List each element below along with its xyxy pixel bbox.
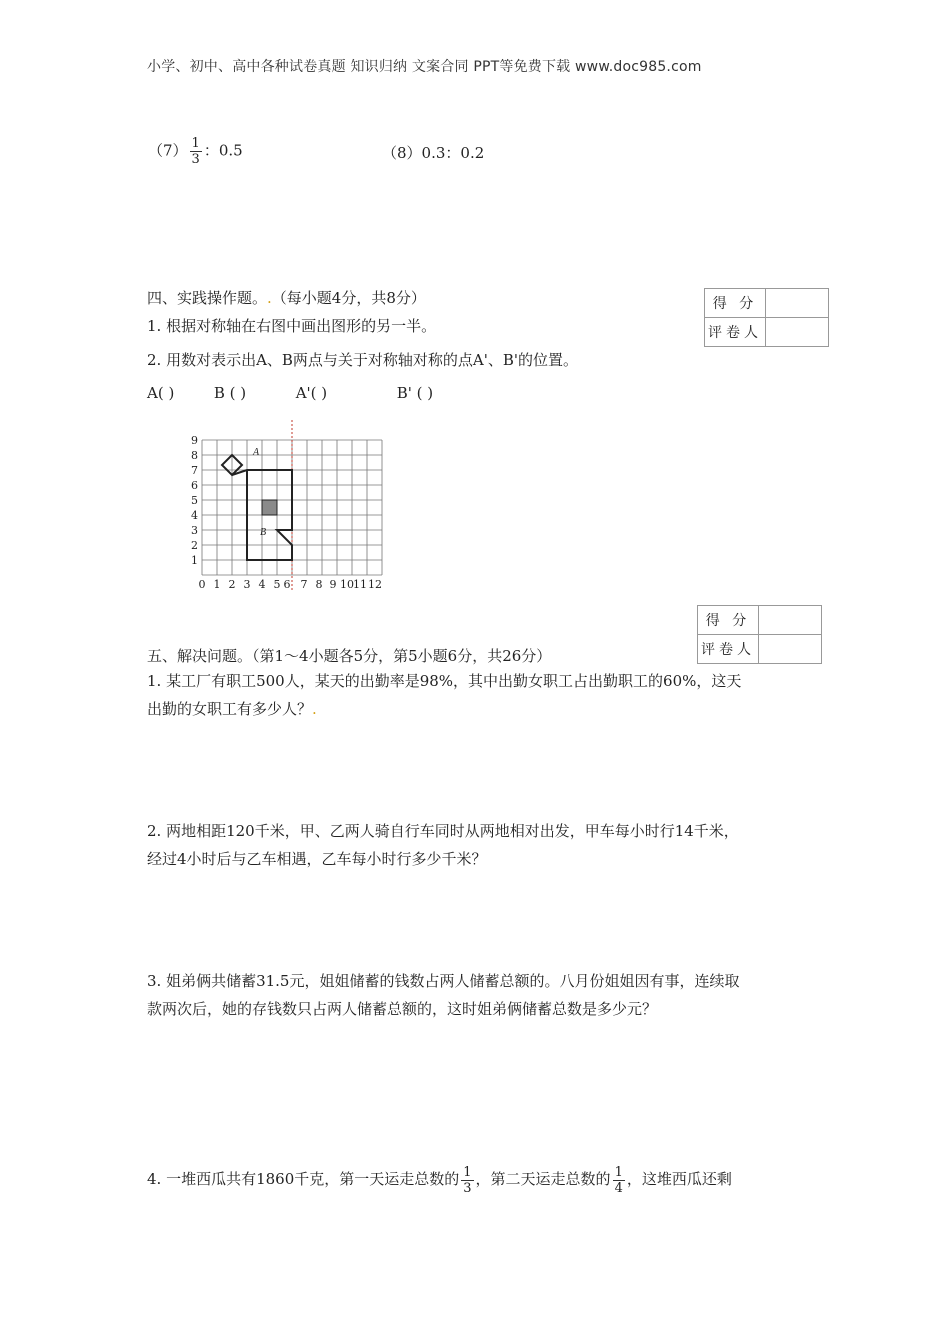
x-tick-label: 0 bbox=[198, 578, 206, 591]
section4-score-box bbox=[704, 288, 829, 347]
y-tick-label: 6 bbox=[191, 479, 198, 492]
point-a-label: A bbox=[253, 447, 260, 458]
x-tick-label: 5 bbox=[273, 578, 281, 591]
y-tick-label: 7 bbox=[191, 464, 198, 477]
y-tick-label: 8 bbox=[191, 449, 198, 462]
y-tick-label: 5 bbox=[191, 494, 198, 507]
section5-score-box bbox=[697, 605, 822, 664]
section4-q2: 2. 用数对表示出A、B两点与关于对称轴对称的点A'、B'的位置。 bbox=[147, 351, 579, 369]
section5-q2-line1: 2. 两地相距120千米，甲、乙两人骑自行车同时从两地相对出发，甲车每小时行14千米， bbox=[147, 822, 739, 840]
grader-cell[interactable] bbox=[766, 318, 829, 347]
shaded-square bbox=[262, 500, 277, 515]
ratio-question-7 bbox=[148, 136, 243, 167]
x-axis-labels bbox=[199, 578, 383, 591]
q7-fraction: $\frac{1}{3}$ bbox=[191, 136, 200, 167]
ratio-question-8: （8）0.3：0.2 bbox=[382, 144, 485, 162]
x-tick-label: 2 bbox=[228, 578, 236, 591]
q4-fraction-2: $\frac{1}{4}$ bbox=[614, 1164, 623, 1196]
x-tick-label: 11 bbox=[353, 578, 367, 591]
section4-q1: 1. 根据对称轴在右图中画出图形的另一半。 bbox=[147, 317, 437, 335]
y-tick-label: 1 bbox=[191, 554, 198, 567]
score-cell[interactable] bbox=[759, 606, 822, 635]
grader-cell[interactable] bbox=[759, 635, 822, 664]
section4-answer-blanks bbox=[147, 384, 433, 402]
x-tick-label: 7 bbox=[300, 578, 308, 591]
coordinate-grid-figure bbox=[180, 418, 390, 593]
point-b-label: B bbox=[260, 527, 267, 538]
blank-b-prime[interactable]: B' ( ) bbox=[396, 384, 434, 402]
section5-q4: 4. 一堆西瓜共有1860千克，第一天运走总数的 $\frac{1}{3}$ ，第二天运走总数的 $\frac{1}{4}$ ，这堆西瓜还剩 bbox=[147, 1164, 732, 1196]
page-header: 小学、初中、高中各种试卷真题 知识归纳 文案合同 PPT等免费下载 www.doc985.com bbox=[147, 59, 702, 75]
section5-q1-line1: 1. 某工厂有职工500人，某天的出勤率是98%，其中出勤女职工占出勤职工的60%，这天 bbox=[147, 672, 742, 690]
grader-label: 评卷人 bbox=[698, 635, 759, 664]
x-tick-label: 6 bbox=[283, 578, 291, 591]
x-tick-label: 3 bbox=[243, 578, 251, 591]
score-label: 得 分 bbox=[698, 606, 759, 635]
section5-q3-line2: 款两次后，她的存钱数只占两人储蓄总额的，这时姐弟俩储蓄总数是多少元？ bbox=[147, 1000, 658, 1018]
x-tick-label: 4 bbox=[258, 578, 266, 591]
y-tick-label: 2 bbox=[191, 539, 198, 552]
y-tick-label: 3 bbox=[191, 524, 198, 537]
x-tick-label: 1 bbox=[213, 578, 221, 591]
y-axis-labels bbox=[191, 434, 198, 567]
section5-q3-line1: 3. 姐弟俩共储蓄31.5元，姐姐储蓄的钱数占两人储蓄总额的。八月份姐姐因有事，连续取 bbox=[147, 972, 740, 990]
q7-ratio-rest: ：0.5 bbox=[203, 141, 243, 160]
blank-b[interactable]: B ( ) bbox=[213, 384, 247, 402]
section5-q1-line2: 出勤的女职工有多少人？. bbox=[147, 700, 317, 718]
y-tick-label: 9 bbox=[191, 434, 198, 447]
q4-fraction-1: $\frac{1}{3}$ bbox=[463, 1164, 472, 1196]
q7-label: （7） bbox=[148, 141, 188, 160]
blank-a-prime[interactable]: A'( ) bbox=[295, 384, 328, 402]
section4-title: 四、实践操作题。.（每小题4分，共8分） bbox=[147, 289, 426, 307]
section5-title: 五、解决问题。（第1～4小题各5分，第5小题6分，共26分） bbox=[147, 647, 552, 665]
x-tick-label: 9 bbox=[329, 578, 337, 591]
x-tick-label: 12 bbox=[368, 578, 382, 591]
grader-label: 评卷人 bbox=[705, 318, 766, 347]
y-tick-label: 4 bbox=[191, 509, 198, 522]
section5-q2-line2: 经过4小时后与乙车相遇，乙车每小时行多少千米？ bbox=[147, 850, 487, 868]
score-cell[interactable] bbox=[766, 289, 829, 318]
blank-a[interactable]: A( ) bbox=[147, 384, 175, 402]
x-tick-label: 8 bbox=[315, 578, 323, 591]
score-label: 得 分 bbox=[705, 289, 766, 318]
x-tick-label: 10 bbox=[340, 578, 354, 591]
